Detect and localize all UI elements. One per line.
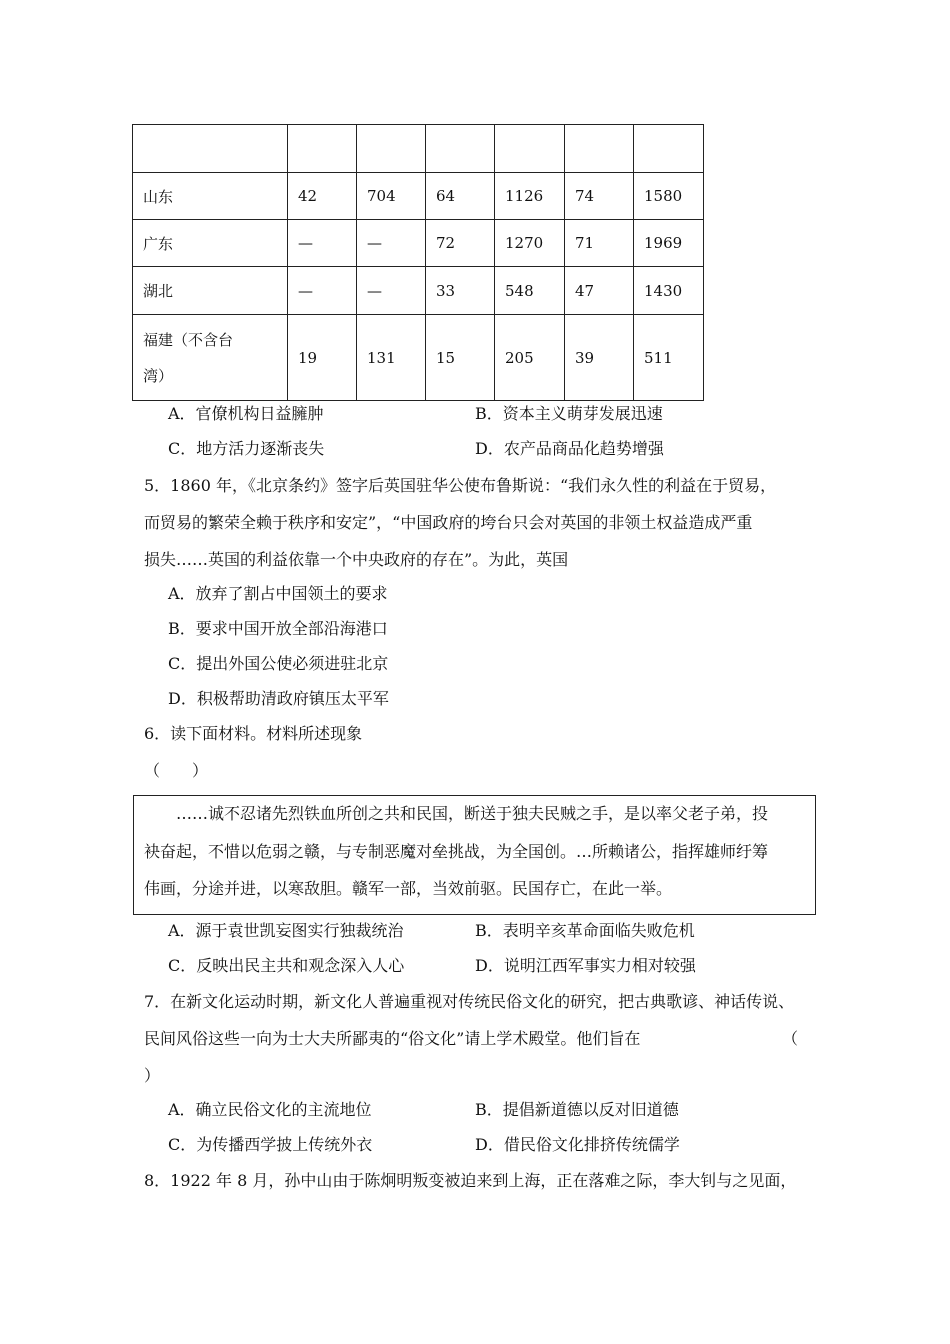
table-cell: 131 bbox=[357, 315, 426, 401]
q7-option-a: A．确立民俗文化的主流地位 bbox=[168, 1100, 372, 1119]
table-header-row bbox=[133, 125, 704, 173]
table-cell bbox=[133, 125, 288, 173]
table-cell bbox=[426, 125, 495, 173]
table-cell-province: 山东 bbox=[133, 173, 288, 220]
q5-stem-line: 5．1860 年，《北京条约》签字后英国驻华公使布鲁斯说：“我们永久性的利益在于贸易， bbox=[144, 476, 777, 495]
table-cell: 15 bbox=[426, 315, 495, 401]
table-cell: 42 bbox=[288, 173, 357, 220]
table-row bbox=[133, 173, 704, 220]
q6-option-c: C．反映出民主共和观念深入人心 bbox=[168, 956, 405, 975]
q6-stem-line: 6．读下面材料。材料所述现象 bbox=[144, 724, 363, 743]
q7-option-c: C．为传播西学披上传统外衣 bbox=[168, 1135, 373, 1154]
q5-option-c: C．提出外国公使必须进驻北京 bbox=[168, 654, 389, 673]
table-cell: 64 bbox=[426, 173, 495, 220]
table-cell: 704 bbox=[357, 173, 426, 220]
q6-material-line: 袂奋起，不惜以危弱之赣，与专制恶魔对垒挑战，为全国创。…所赖诸公，指挥雄师纡筹 bbox=[144, 842, 769, 861]
q5-stem-line: 而贸易的繁荣全赖于秩序和安定”，“中国政府的垮台只会对英国的非领土权益造成严重 bbox=[144, 513, 753, 532]
table-cell: 47 bbox=[565, 267, 634, 315]
table-cell: 19 bbox=[288, 315, 357, 401]
table-cell: 548 bbox=[495, 267, 565, 315]
table-cell: 1969 bbox=[634, 220, 704, 267]
q7-option-d: D．借民俗文化排挤传统儒学 bbox=[475, 1135, 680, 1154]
table-cell: 74 bbox=[565, 173, 634, 220]
q7-paren-open: （ bbox=[782, 1029, 799, 1048]
table-cell: 511 bbox=[634, 315, 704, 401]
province-line: 湾） bbox=[143, 366, 174, 385]
table-cell: — bbox=[288, 267, 357, 315]
table-row bbox=[133, 267, 704, 315]
q5-option-d: D．积极帮助清政府镇压太平军 bbox=[168, 689, 389, 708]
q6-material-line: 伟画，分途并进，以寒敌胆。赣军一部，当效前驱。民国存亡，在此一举。 bbox=[144, 879, 673, 898]
q5-option-b: B．要求中国开放全部沿海港口 bbox=[168, 619, 388, 638]
q4-option-d: D．农产品商品化趋势增强 bbox=[475, 439, 664, 458]
q6-option-d: D．说明江西军事实力相对较强 bbox=[475, 956, 696, 975]
table-cell bbox=[357, 125, 426, 173]
table-cell bbox=[288, 125, 357, 173]
province-line: 福建（不含台 bbox=[143, 330, 234, 349]
table-cell: — bbox=[357, 267, 426, 315]
q7-paren-close: ） bbox=[144, 1066, 161, 1085]
table-cell: 39 bbox=[565, 315, 634, 401]
q4-option-b: B．资本主义萌芽发展迅速 bbox=[475, 404, 663, 423]
table-cell-province: 湖北 bbox=[133, 267, 288, 315]
q6-material-line: ……诚不忍诸先烈铁血所创之共和民国，断送于独夫民贼之手，是以率父老子弟，投 bbox=[176, 804, 769, 823]
q4-option-c: C．地方活力逐渐丧失 bbox=[168, 439, 325, 458]
q8-stem-line: 8．1922 年 8 月，孙中山由于陈炯明叛变被迫来到上海，正在落难之际，李大钊与之见面， bbox=[144, 1171, 797, 1190]
q6-answer-paren: （ ） bbox=[144, 761, 209, 780]
table-cell: 1270 bbox=[495, 220, 565, 267]
table-cell: 1580 bbox=[634, 173, 704, 220]
table-cell: 33 bbox=[426, 267, 495, 315]
table-cell bbox=[495, 125, 565, 173]
table-cell-province bbox=[133, 315, 288, 401]
q4-option-a: A．官僚机构日益臃肿 bbox=[168, 404, 324, 423]
q7-stem-line: 民间风俗这些一向为士大夫所鄙夷的“俗文化”请上学术殿堂。他们旨在 bbox=[144, 1029, 641, 1048]
q7-stem-line: 7．在新文化运动时期，新文化人普遍重视对传统民俗文化的研究，把古典歌谚、神话传说、 bbox=[144, 992, 795, 1011]
data-table bbox=[132, 124, 704, 401]
table-row bbox=[133, 315, 704, 401]
table-cell: 71 bbox=[565, 220, 634, 267]
table-cell: — bbox=[357, 220, 426, 267]
q5-option-a: A．放弃了割占中国领土的要求 bbox=[168, 584, 388, 603]
q7-option-b: B．提倡新道德以反对旧道德 bbox=[475, 1100, 679, 1119]
table-cell: 1430 bbox=[634, 267, 704, 315]
table-cell bbox=[565, 125, 634, 173]
table-cell: — bbox=[288, 220, 357, 267]
table-cell: 205 bbox=[495, 315, 565, 401]
table-cell-province: 广东 bbox=[133, 220, 288, 267]
q6-option-b: B．表明辛亥革命面临失败危机 bbox=[475, 921, 695, 940]
table-cell bbox=[634, 125, 704, 173]
table-cell: 1126 bbox=[495, 173, 565, 220]
q5-stem-line: 损失……英国的利益依靠一个中央政府的存在”。为此，英国 bbox=[144, 550, 569, 569]
table-cell: 72 bbox=[426, 220, 495, 267]
table-row bbox=[133, 220, 704, 267]
q6-option-a: A．源于袁世凯妄图实行独裁统治 bbox=[168, 921, 404, 940]
